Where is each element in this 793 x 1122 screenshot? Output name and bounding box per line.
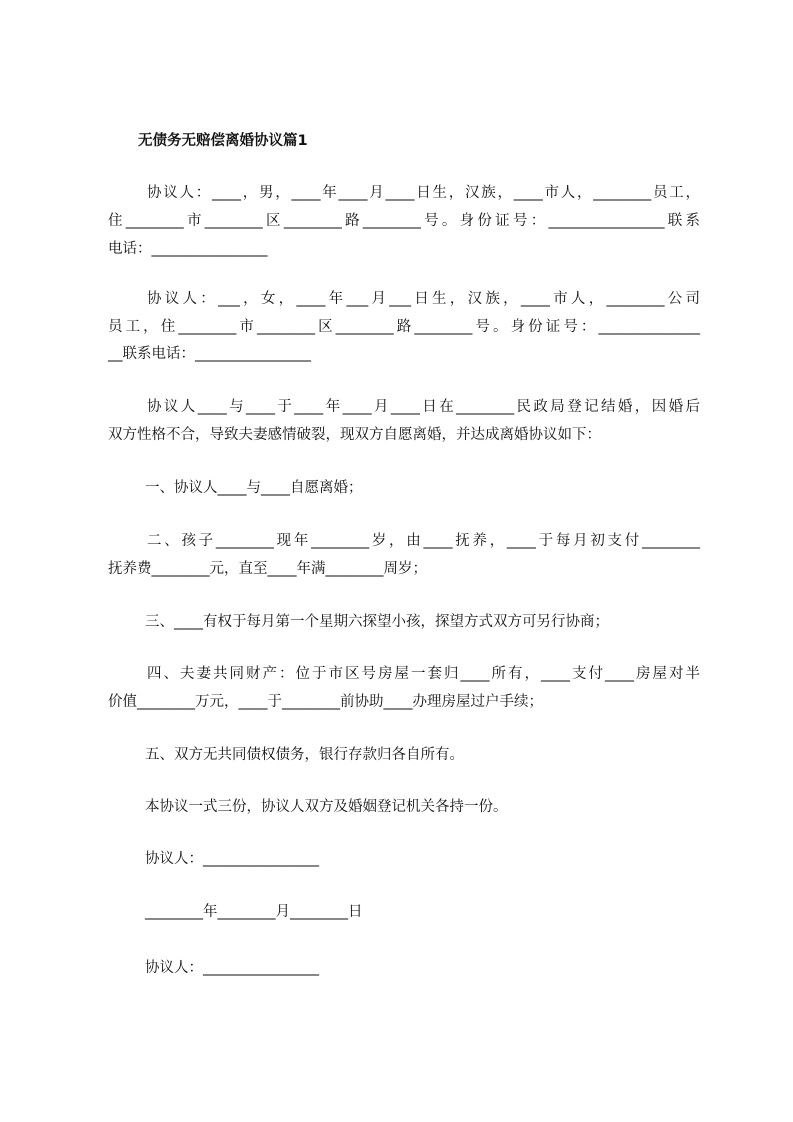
clause-3: 三、____有权于每月第一个星期六探望小孩，探望方式双方可另行协商；	[145, 614, 609, 630]
clause-5: 五、双方无共同债权债务，银行存款归各自所有。	[145, 747, 464, 763]
intro-line2: 双方性格不合，导致夫妻感情破裂，现双方自愿离婚，并达成离婚协议如下：	[108, 427, 601, 443]
date-line: ________年________月________日	[145, 904, 363, 920]
intro-line1: 协议人____与____于____年____月____日在________民政局登记结婚，因婚后	[147, 399, 700, 415]
party1-line3: 电话：________________	[108, 241, 268, 257]
party1-line2: 住________市________区________路________号。身份证号：________________联系	[108, 213, 700, 229]
signature-line-2: 协议人：________________	[145, 960, 319, 976]
document-title: 无债务无赔偿离婚协议篇1	[138, 133, 308, 149]
clause-4-line2: 价值________万元，____于________前协助____办理房屋过户手续；	[108, 694, 543, 710]
party1-line1: 协议人：____，男，____年____月____日生，汉族，____市人，________员工，	[147, 185, 700, 201]
copies-statement: 本协议一式三份，协议人双方及婚姻登记机关各持一份。	[145, 799, 508, 815]
clause-4-line1: 四、夫妻共同财产：位于市区号房屋一套归____所有，____支付____房屋对半	[147, 666, 700, 682]
clause-2-line2: 抚养费________元，直至____年满________周岁；	[108, 561, 427, 577]
clause-1: 一、协议人____与____自愿离婚；	[145, 480, 363, 496]
party2-line3: __联系电话：________________	[108, 346, 311, 362]
party2-line2: 员工，住________市________区________路________号。身份证号：______________	[108, 319, 700, 335]
signature-line-1: 协议人：________________	[145, 851, 319, 867]
party2-line1: 协议人：___，女，____年___月___日生，汉族，____市人，________公司	[147, 291, 700, 307]
clause-2-line1: 二、孩子________现年________岁，由____抚养，____于每月初支付________	[147, 533, 700, 549]
